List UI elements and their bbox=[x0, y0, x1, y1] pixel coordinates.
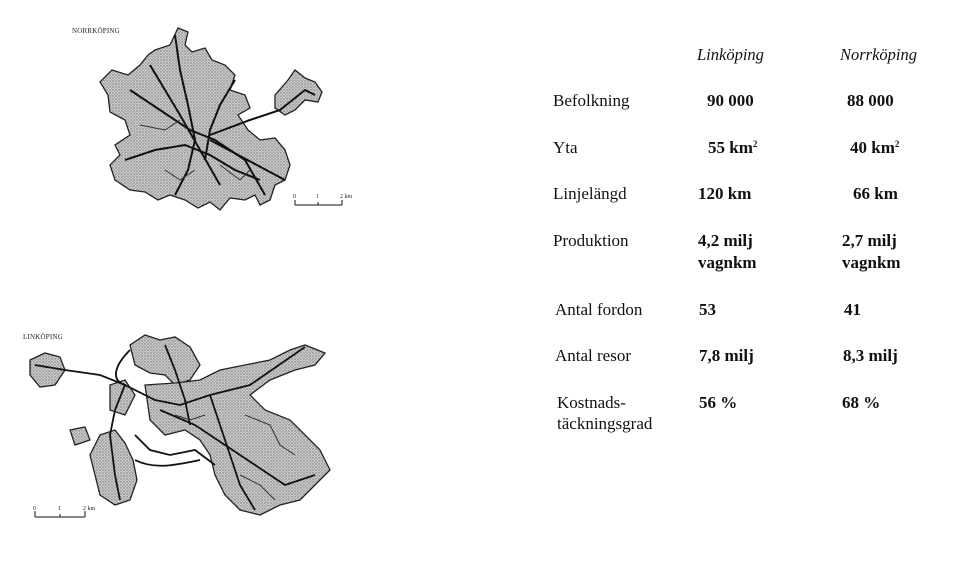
row-label: Befolkning bbox=[553, 91, 630, 110]
scale-1: 1 bbox=[316, 194, 319, 200]
cell-norrkoping-line2: vagnkm bbox=[842, 253, 901, 272]
scale-2: 2 km bbox=[83, 506, 96, 512]
cell-norrkoping: 66 km bbox=[853, 184, 898, 203]
cell-linkoping: 7,8 milj bbox=[699, 346, 754, 365]
column-header-norrkoping: Norrköping bbox=[840, 45, 918, 64]
row-label: Yta bbox=[553, 138, 578, 157]
map-norrkoping bbox=[70, 20, 370, 230]
cell-norrkoping: 68 % bbox=[842, 393, 881, 412]
linkoping-city-map bbox=[15, 325, 355, 530]
row-label: Antal resor bbox=[555, 346, 632, 365]
map-label-norrkoping: NORRKÖPING bbox=[72, 27, 120, 35]
cell-norrkoping: 41 bbox=[844, 300, 861, 319]
urban-area bbox=[100, 28, 290, 210]
cell-linkoping: 55 $km^2$ bbox=[708, 138, 758, 157]
scale-1: 1 bbox=[58, 506, 61, 512]
cell-linkoping: 90 000 bbox=[707, 91, 754, 110]
cell-norrkoping: 8,3 milj bbox=[843, 346, 898, 365]
cell-linkoping: 120 km bbox=[698, 184, 752, 203]
map-label-linkoping: LINKÖPING bbox=[23, 333, 63, 341]
row-label-line2: täckningsgrad bbox=[557, 414, 653, 433]
row-label: Antal fordon bbox=[555, 300, 643, 319]
cell-linkoping: 4,2 milj bbox=[698, 231, 753, 250]
comparison-table bbox=[550, 0, 970, 561]
scale-bar bbox=[295, 200, 342, 205]
cell-linkoping: 56 % bbox=[699, 393, 738, 412]
row-label: Produktion bbox=[553, 231, 629, 250]
column-header-linkoping: Linköping bbox=[697, 45, 764, 64]
scale-2: 2 km bbox=[340, 194, 353, 200]
cell-norrkoping: 40 $km^2$ bbox=[850, 138, 900, 157]
scale-0: 0 bbox=[33, 506, 36, 512]
cell-norrkoping: 2,7 milj bbox=[842, 231, 897, 250]
cell-linkoping-line2: vagnkm bbox=[698, 253, 757, 272]
scale-0: 0 bbox=[293, 194, 296, 200]
cell-norrkoping: 88 000 bbox=[847, 91, 894, 110]
row-label: Linjelängd bbox=[553, 184, 627, 203]
map-linkoping bbox=[15, 325, 355, 530]
cell-linkoping: 53 bbox=[699, 300, 716, 319]
norrkoping-city-map bbox=[70, 20, 370, 230]
row-label: Kostnads- bbox=[557, 393, 626, 412]
